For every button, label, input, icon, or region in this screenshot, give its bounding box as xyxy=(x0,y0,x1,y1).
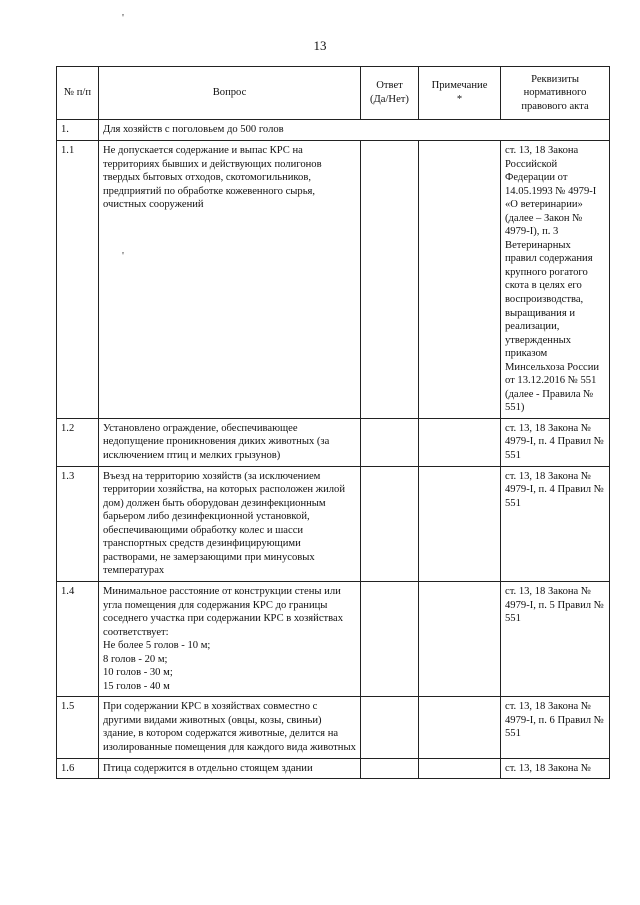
stray-mark: ' xyxy=(122,12,124,24)
section-title: Для хозяйств с поголовьем до 500 голов xyxy=(99,120,610,141)
row-reference: ст. 13, 18 Закона № xyxy=(501,758,610,779)
row-reference: ст. 13, 18 Закона Российской Федерации от 14.05.1993 № 4979-I «О ветеринарии» (далее – Закон № 4979-I), п. 3 Ветеринарных правил содержания крупного рогатого скота в целях его воспроизводства, выращивания и реализации, утвержденных приказом Минсельхоза России от 13.12.2016 № 551 (далее - Правила № 551) xyxy=(501,141,610,419)
row-note-cell[interactable] xyxy=(419,697,501,758)
section-row xyxy=(57,120,610,141)
row-answer-cell[interactable] xyxy=(361,418,419,466)
row-number: 1.4 xyxy=(57,581,99,696)
page-number: 13 xyxy=(313,38,327,53)
row-number: 1.2 xyxy=(57,418,99,466)
table-row xyxy=(57,141,610,419)
header-number: № п/п xyxy=(57,67,99,120)
row-answer-cell[interactable] xyxy=(361,697,419,758)
row-note-cell[interactable] xyxy=(419,141,501,419)
row-note-cell[interactable] xyxy=(419,581,501,696)
row-number: 1.5 xyxy=(57,697,99,758)
row-number: 1.6 xyxy=(57,758,99,779)
row-reference: ст. 13, 18 Закона № 4979-I, п. 4 Правил № 551 xyxy=(501,466,610,581)
header-answer: Ответ (Да/Нет) xyxy=(361,67,419,120)
row-answer-cell[interactable] xyxy=(361,141,419,419)
row-reference: ст. 13, 18 Закона № 4979-I, п. 5 Правил № 551 xyxy=(501,581,610,696)
row-answer-cell[interactable] xyxy=(361,581,419,696)
header-note: Примечание * xyxy=(419,67,501,120)
stray-mark: ' xyxy=(122,250,124,262)
row-question: При содержании КРС в хозяйствах совместно с другими видами животных (овцы, козы, свиньи) здание, в котором содержатся животные, делится на изолированные помещения для каждого вида животных xyxy=(99,697,361,758)
table-row xyxy=(57,581,610,696)
row-answer-cell[interactable] xyxy=(361,758,419,779)
checklist-table xyxy=(56,66,610,779)
table-header-row xyxy=(57,67,610,120)
row-note-cell[interactable] xyxy=(419,418,501,466)
row-number: 1.3 xyxy=(57,466,99,581)
row-note-cell[interactable] xyxy=(419,758,501,779)
table-row xyxy=(57,466,610,581)
header-reference: Реквизиты нормативного правового акта xyxy=(501,67,610,120)
row-question: Минимальное расстояние от конструкции стены или угла помещения для содержания КРС до границы соседнего участка при содержании КРС в хозяйствах соответствует: Не более 5 голов - 10 м; 8 голов - 20 м; 10 голов - 30 м; 15 голов - 40 м xyxy=(99,581,361,696)
table-row xyxy=(57,758,610,779)
row-question: Въезд на территорию хозяйств (за исключением территории хозяйства, на которых расположен жилой дом) должен быть оборудован дезинфекционным барьером либо дезинфекционной установкой, обеспечивающими обработку колес и шасси транспортных средств дезинфицирующими растворами, не замерзающими при минусовых температурах xyxy=(99,466,361,581)
table-row xyxy=(57,697,610,758)
row-question: Птица содержится в отдельно стоящем здании xyxy=(99,758,361,779)
row-reference: ст. 13, 18 Закона № 4979-I, п. 4 Правил № 551 xyxy=(501,418,610,466)
header-question: Вопрос xyxy=(99,67,361,120)
row-reference: ст. 13, 18 Закона № 4979-I, п. 6 Правил № 551 xyxy=(501,697,610,758)
row-question: Не допускается содержание и выпас КРС на территориях бывших и действующих полигонов твердых бытовых отходов, скотомогильников, предприятий по обработке кожевенного сырья, очистных сооружений xyxy=(99,141,361,419)
section-number: 1. xyxy=(57,120,99,141)
table-row xyxy=(57,418,610,466)
row-answer-cell[interactable] xyxy=(361,466,419,581)
row-note-cell[interactable] xyxy=(419,466,501,581)
row-question: Установлено ограждение, обеспечивающее недопущение проникновения диких животных (за исключением птиц и мелких грызунов) xyxy=(99,418,361,466)
row-number: 1.1 xyxy=(57,141,99,419)
